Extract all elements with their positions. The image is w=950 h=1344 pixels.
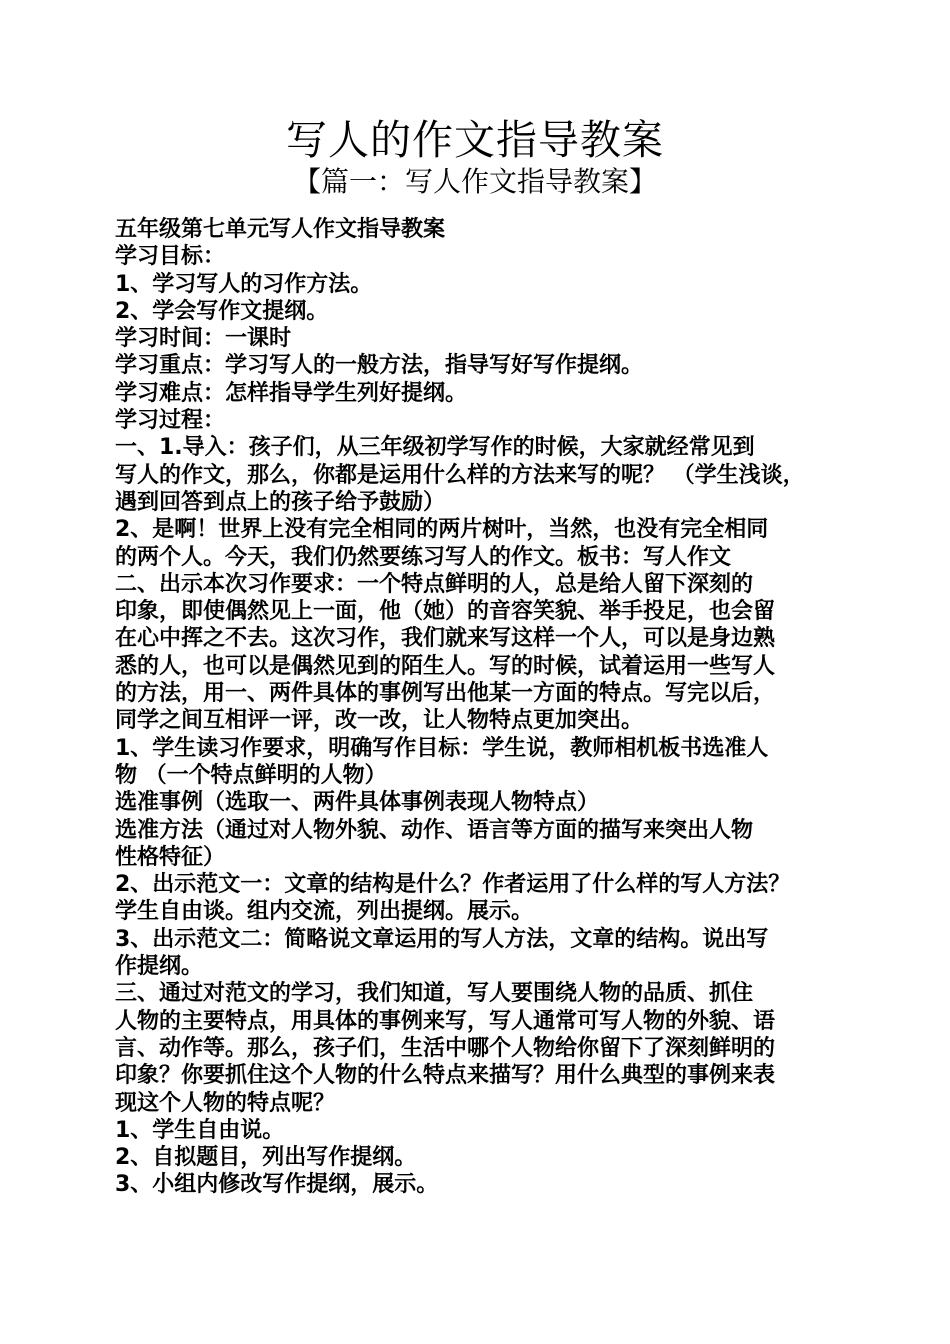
text-line: 选准事例（选取一、两件具体事例表现人物特点） [115, 790, 600, 816]
text-line: 选准方法（通过对人物外貌、动作、语言等方面的描写来突出人物 [115, 817, 754, 843]
text-line: 1、学习写人的习作方法。 [115, 271, 373, 297]
text-line: 作提纲。 [115, 954, 204, 980]
text-line: 五年级第七单元写人作文指导教案 [115, 217, 446, 242]
text-line: 印象？你要抓住这个人物的什么特点来描写？用什么典型的事例来表 [115, 1063, 776, 1089]
text-line: 在心中挥之不去。这次习作，我们就来写这样一个人，可以是身边熟 [115, 626, 776, 652]
document-title: 写人的作文指导教案 [286, 116, 664, 164]
text-line: 三、通过对范文的学习，我们知道，写人要围绕人物的品质、抓住 [115, 981, 754, 1007]
text-line: 3、小组内修改写作提纲，展示。 [115, 1172, 439, 1198]
text-line: 悉的人，也可以是偶然见到的陌生人。写的时候，试着运用一些写人 [115, 653, 776, 679]
text-line: 性格特征） [115, 844, 226, 870]
text-line: 二、出示本次习作要求：一个特点鲜明的人，总是给人留下深刻的 [115, 571, 754, 597]
text-line: 3、出示范文二：简略说文章运用的写人方法，文章的结构。说出写 [115, 926, 769, 952]
text-line: 1、学生自由说。 [115, 1117, 285, 1143]
text-line: 遇到回答到点上的孩子给予鼓励） [115, 489, 446, 515]
text-line: 学习目标： [115, 244, 226, 270]
text-line: 物 （一个特点鲜明的人物） [115, 762, 387, 788]
text-line: 的方法，用一、两件具体的事例写出他某一方面的特点。写完以后， [115, 681, 776, 707]
text-line: 学习重点：学习写人的一般方法，指导写好写作提纲。 [115, 353, 644, 379]
text-line: 2、自拟题目，列出写作提纲。 [115, 1145, 417, 1171]
text-line: 学生自由谈。组内交流，列出提纲。展示。 [115, 899, 534, 925]
text-line: 同学之间互相评一评，改一改，让人物特点更加突出。 [115, 708, 644, 734]
text-line: 1、学生读习作要求，明确写作目标：学生说，教师相机板书选准人 [115, 735, 769, 761]
text-line: 人物的主要特点，用具体的事例来写，写人通常可写人物的外貌、语 [115, 1008, 776, 1034]
text-line: 写人的作文，那么，你都是运用什么样的方法来写的呢？ （学生浅谈， [115, 462, 805, 488]
text-line: 的两个人。今天，我们仍然要练习写人的作文。板书：写人作文 [115, 544, 732, 570]
text-line: 印象，即使偶然见上一面，他（她）的音容笑貌、举手投足，也会留 [115, 599, 776, 625]
text-line: 一、1.导入：孩子们，从三年级初学写作的时候，大家就经常见到 [115, 435, 755, 461]
text-line: 现这个人物的特点呢？ [115, 1090, 336, 1116]
text-line: 学习难点：怎样指导学生列好提纲。 [115, 380, 468, 406]
text-line: 学习时间：一课时 [115, 326, 292, 352]
document-body [115, 216, 850, 1199]
document-subtitle: 【篇一：写人作文指导教案】 [292, 165, 657, 198]
text-line: 学习过程： [115, 408, 226, 434]
text-line: 2、出示范文一：文章的结构是什么？作者运用了什么样的写人方法？ [115, 872, 791, 898]
text-line: 2、学会写作文提纲。 [115, 298, 329, 324]
text-line: 言、动作等。那么，孩子们，生活中哪个人物给你留下了深刻鲜明的 [115, 1035, 776, 1061]
text-line: 2、是啊！世界上没有完全相同的两片树叶，当然，也没有完全相同 [115, 517, 769, 543]
